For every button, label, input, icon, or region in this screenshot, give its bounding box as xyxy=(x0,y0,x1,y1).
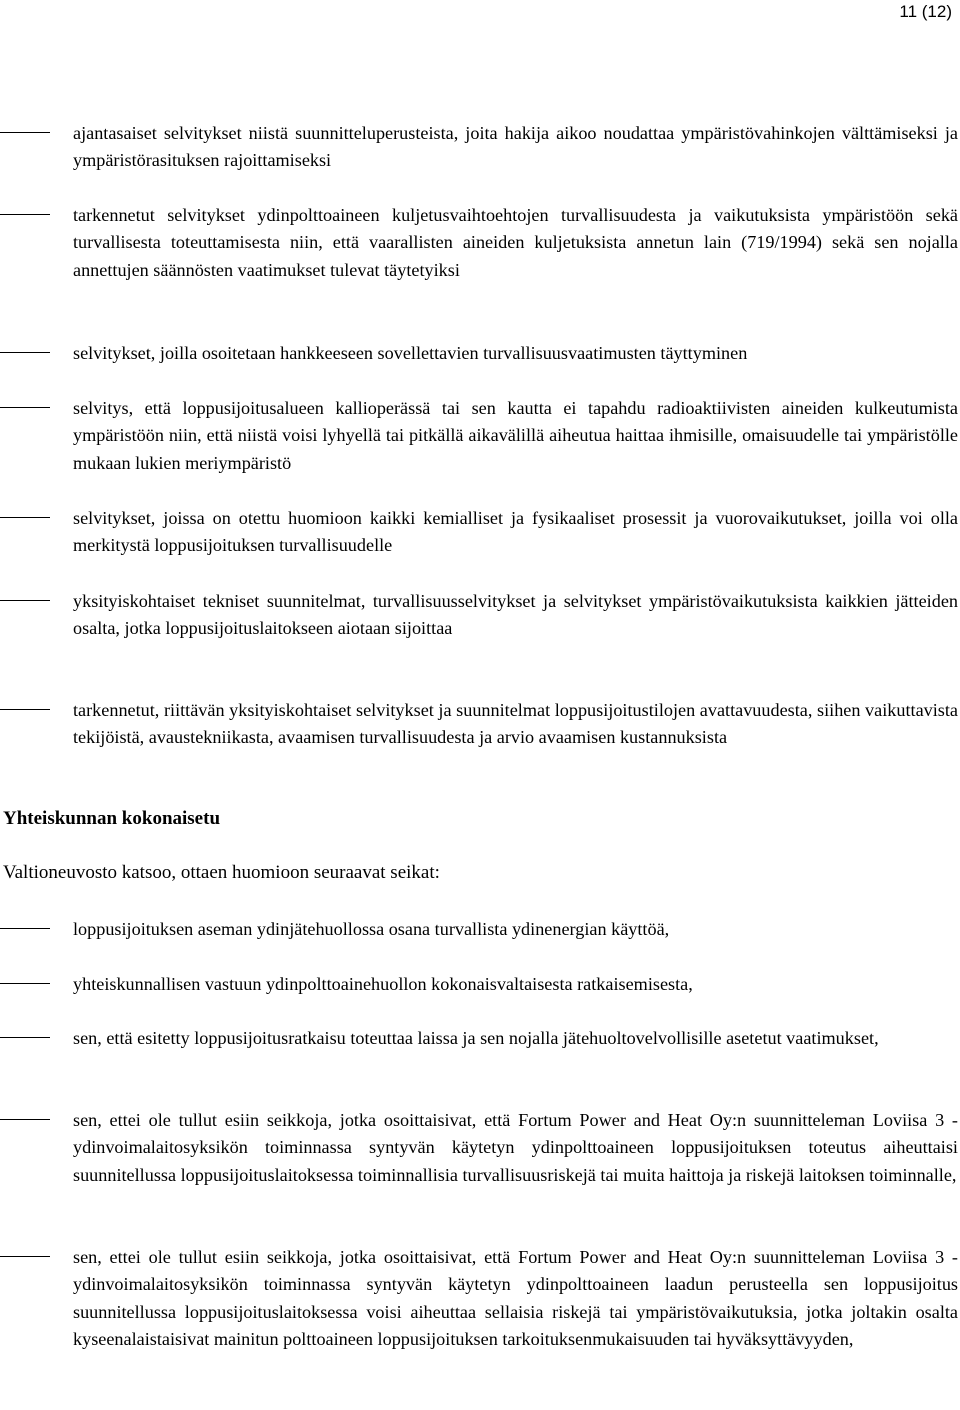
list-item xyxy=(0,120,958,175)
dash-bullet xyxy=(0,407,50,408)
list-item-text: selvitykset, joissa on otettu huomioon kaikki kemialliset ja fysikaaliset prosessit ja vuorovaikutukset, joilla voi olla merkitystä loppusijoituksen turvallisuudelle xyxy=(73,508,958,556)
dash-bullet xyxy=(0,600,50,601)
intro-paragraph: Valtioneuvosto katsoo, ottaen huomioon seuraavat seikat: xyxy=(3,862,440,883)
list-item xyxy=(0,340,958,367)
list-item-text: ajantasaiset selvitykset niistä suunnitteluperusteista, joita hakija aikoo noudattaa ympäristövahinkojen välttämiseksi ja ympäristörasituksen rajoittamiseksi xyxy=(73,123,958,171)
list-item-text: loppusijoituksen aseman ydinjätehuollossa osana turvallista ydinenergian käyttöä, xyxy=(73,919,670,939)
dash-bullet xyxy=(0,1119,50,1120)
list-item xyxy=(0,1025,958,1052)
list-item-text: sen, ettei ole tullut esiin seikkoja, jotka osoittaisivat, että Fortum Power and Heat Oy:n suunnitteleman Loviisa 3 -ydinvoimalaitosyksikön toiminnassa syntyvän käytetyn ydinpolttoaineen loppusijoituksen toteutus aiheuttaisi suunnitellussa loppusijoituslaitoksessa toiminnallisia turvallisuusriskejä tai muita haittoja ja riskejä laitoksen toiminnalle, xyxy=(73,1110,958,1185)
list-item xyxy=(0,1107,958,1189)
dash-bullet xyxy=(0,983,50,984)
list-item-text: sen, että esitetty loppusijoitusratkaisu toteuttaa laissa ja sen nojalla jätehuoltovelvollisille asetetut vaatimukset, xyxy=(73,1028,879,1048)
dash-bullet xyxy=(0,517,50,518)
list-item-text: selvitys, että loppusijoitusalueen kallioperässä tai sen kautta ei tapahdu radioaktiivisten aineiden kulkeutumista ympäristöön niin, että niistä voisi lyhyellä tai pitkällä aikavälillä aiheutua haittaa ihmisille, omaisuudelle tai ympäristölle mukaan lukien meriympäristö xyxy=(73,398,958,473)
list-item-text: selvitykset, joilla osoitetaan hankkeeseen sovellettavien turvallisuusvaatimusten täyttyminen xyxy=(73,343,748,363)
dash-bullet xyxy=(0,1037,50,1038)
list-item-text: sen, ettei ole tullut esiin seikkoja, jotka osoittaisivat, että Fortum Power and Heat Oy:n suunnitteleman Loviisa 3 -ydinvoimalaitosyksikön toiminnassa syntyvän käytetyn ydinpolttoaineen laadun perusteella sen loppusijoitus suunnitellussa loppusijoituslaitoksessa voisi aiheuttaa sellaisia riskejä tai ympäristövaikutuksia, jotka joltakin osalta kyseenalaistaisivat mainitun polttoaineen loppusijoituksen tarkoituksenmukaisuuden tai hyväksyttävyyden, xyxy=(73,1247,958,1349)
list-item-text: tarkennetut selvitykset ydinpolttoaineen kuljetusvaihtoehtojen turvallisuudesta ja vaikutuksista ympäristöön sekä turvallisesta toteuttamisesta niin, että vaarallisten aineiden kuljetuksista annetun lain (719/1994) sekä sen nojalla annettujen säännösten vaatimukset tulevat täytetyiksi xyxy=(73,205,958,280)
dash-bullet xyxy=(0,928,50,929)
list-item xyxy=(0,588,958,643)
page-number: 11 (12) xyxy=(899,2,952,21)
dash-bullet xyxy=(0,709,50,710)
list-item-text: yksityiskohtaiset tekniset suunnitelmat, turvallisuusselvitykset ja selvitykset ympäristövaikutuksista kaikkien jätteiden osalta, jotka loppusijoituslaitokseen aiotaan sijoittaa xyxy=(73,591,958,639)
list-item xyxy=(0,697,958,752)
dash-bullet xyxy=(0,1256,50,1257)
list-item-text: yhteiskunnallisen vastuun ydinpolttoainehuollon kokonaisvaltaisesta ratkaisemisesta, xyxy=(73,974,693,994)
dash-bullet xyxy=(0,132,50,133)
list-item xyxy=(0,1244,958,1353)
dash-bullet xyxy=(0,214,50,215)
list-item xyxy=(0,202,958,284)
dash-bullet xyxy=(0,352,50,353)
list-item xyxy=(0,971,958,998)
list-item-text: tarkennetut, riittävän yksityiskohtaiset selvitykset ja suunnitelmat loppusijoitustilojen avattavuudesta, siihen vaikuttavista tekijöistä, avaustekniikasta, avaamisen turvallisuudesta ja arvio avaamisen kustannuksista xyxy=(73,700,958,748)
list-item xyxy=(0,916,958,943)
list-item xyxy=(0,395,958,477)
section-heading: Yhteiskunnan kokonaisetu xyxy=(3,808,221,829)
list-item xyxy=(0,505,958,560)
